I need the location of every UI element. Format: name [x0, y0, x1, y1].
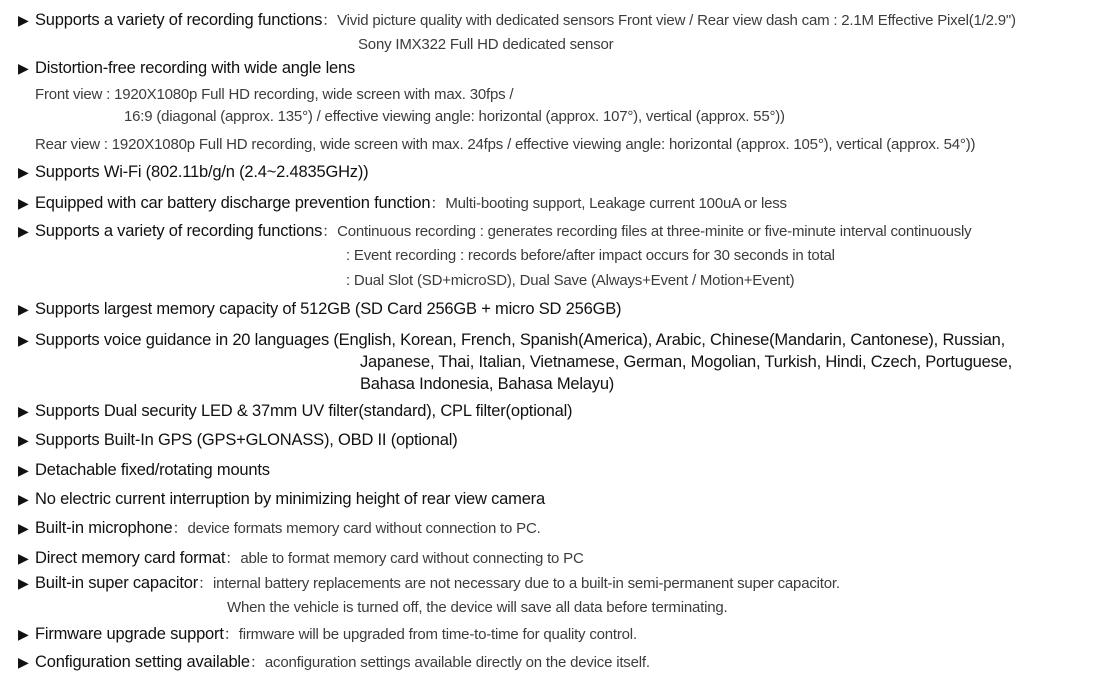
bullet-triangle-icon: ▶: [18, 550, 29, 566]
feature-line: [35, 220, 971, 242]
bullet-triangle-icon: ▶: [18, 164, 29, 180]
bullet-triangle-icon: ▶: [18, 223, 29, 239]
feature-continuation: : Event recording : records before/after impact occurs for 30 seconds in total: [346, 247, 835, 264]
feature-description: Continuous recording : generates recording files at three-minite or five-minute interval continuously: [337, 223, 972, 240]
feature-heading: Supports a variety of recording functions: [35, 11, 323, 29]
feature-line: [35, 192, 787, 214]
feature-heading: Supports Dual security LED & 37mm UV filter(standard), CPL filter(optional): [35, 402, 573, 420]
feature-heading: Supports Wi-Fi (802.11b/g/n (2.4~2.4835GHz)): [35, 163, 369, 181]
feature-heading: Supports voice guidance in 20 languages (English, Korean, French, Spanish(America), Arabic, Chinese(Mandarin, Cantonese), Russian,: [35, 331, 1006, 349]
bullet-triangle-icon: ▶: [18, 654, 29, 670]
bullet-triangle-icon: ▶: [18, 12, 29, 28]
feature-heading: Built-in microphone: [35, 519, 173, 537]
bullet-triangle-icon: ▶: [18, 403, 29, 419]
feature-line: [35, 623, 637, 645]
separator: ：: [172, 520, 188, 537]
bullet-triangle-icon: ▶: [18, 462, 29, 478]
spec-line-front-view-cont: 16:9 (diagonal (approx. 135°) / effective viewing angle: horizontal (approx. 107°), vertical (approx. 55°)): [124, 108, 785, 125]
feature-heading: Equipped with car battery discharge prevention function: [35, 194, 431, 212]
feature-continuation: : Dual Slot (SD+microSD), Dual Save (Always+Event / Motion+Event): [346, 272, 795, 289]
feature-description: firmware will be upgraded from time-to-time for quality control.: [238, 626, 637, 643]
separator: ：: [430, 195, 446, 212]
feature-heading: Distortion-free recording with wide angle lens: [35, 59, 356, 77]
bullet-triangle-icon: ▶: [18, 332, 29, 348]
feature-heading-continuation: Japanese, Thai, Italian, Vietnamese, German, Mogolian, Turkish, Hindi, Czech, Portuguese,: [360, 353, 1013, 371]
bullet-triangle-icon: ▶: [18, 491, 29, 507]
bullet-triangle-icon: ▶: [18, 575, 29, 591]
feature-description: Vivid picture quality with dedicated sensors Front view / Rear view dash cam : 2.1M Effective Pixel(1/2.9"): [337, 12, 1016, 29]
feature-line: [35, 517, 541, 539]
spec-line-rear-view: Rear view : 1920X1080p Full HD recording, wide screen with max. 24fps / effective viewing angle: horizontal (approx. 105°), vertical (approx. 54°)): [35, 136, 976, 153]
separator: ：: [198, 575, 214, 592]
feature-heading: Firmware upgrade support: [35, 625, 224, 643]
feature-heading: Configuration setting available: [35, 653, 250, 671]
feature-description: aconfiguration settings available directly on the device itself.: [264, 654, 650, 671]
feature-heading: Supports a variety of recording functions: [35, 222, 323, 240]
separator: ：: [249, 654, 265, 671]
feature-heading: Direct memory card format: [35, 549, 226, 567]
feature-line: [35, 9, 1016, 31]
feature-continuation: Sony IMX322 Full HD dedicated sensor: [358, 36, 614, 53]
feature-line: [35, 547, 584, 569]
feature-heading-continuation: Bahasa Indonesia, Bahasa Melayu): [360, 375, 615, 393]
separator: ：: [225, 550, 241, 567]
feature-line: [35, 572, 840, 594]
bullet-triangle-icon: ▶: [18, 301, 29, 317]
feature-line: [35, 651, 650, 673]
bullet-triangle-icon: ▶: [18, 195, 29, 211]
bullet-triangle-icon: ▶: [18, 520, 29, 536]
feature-description: device formats memory card without connection to PC.: [187, 520, 541, 537]
feature-heading: Supports Built-In GPS (GPS+GLONASS), OBD II (optional): [35, 431, 458, 449]
feature-description: internal battery replacements are not necessary due to a built-in semi-permanent super capacitor.: [213, 575, 840, 592]
feature-continuation: When the vehicle is turned off, the device will save all data before terminating.: [227, 599, 728, 616]
feature-heading: Supports largest memory capacity of 512GB (SD Card 256GB + micro SD 256GB): [35, 300, 622, 318]
feature-description: able to format memory card without connecting to PC: [240, 550, 584, 567]
bullet-triangle-icon: ▶: [18, 626, 29, 642]
feature-heading: Built-in super capacitor: [35, 574, 199, 592]
separator: ：: [322, 12, 338, 29]
feature-heading: No electric current interruption by minimizing height of rear view camera: [35, 490, 545, 508]
separator: ：: [322, 223, 338, 240]
separator: ：: [223, 626, 239, 643]
bullet-triangle-icon: ▶: [18, 432, 29, 448]
spec-line-front-view: Front view : 1920X1080p Full HD recording, wide screen with max. 30fps /: [35, 86, 514, 103]
feature-description: Multi-booting support, Leakage current 100uA or less: [445, 195, 787, 212]
bullet-triangle-icon: ▶: [18, 60, 29, 76]
feature-heading: Detachable fixed/rotating mounts: [35, 461, 270, 479]
